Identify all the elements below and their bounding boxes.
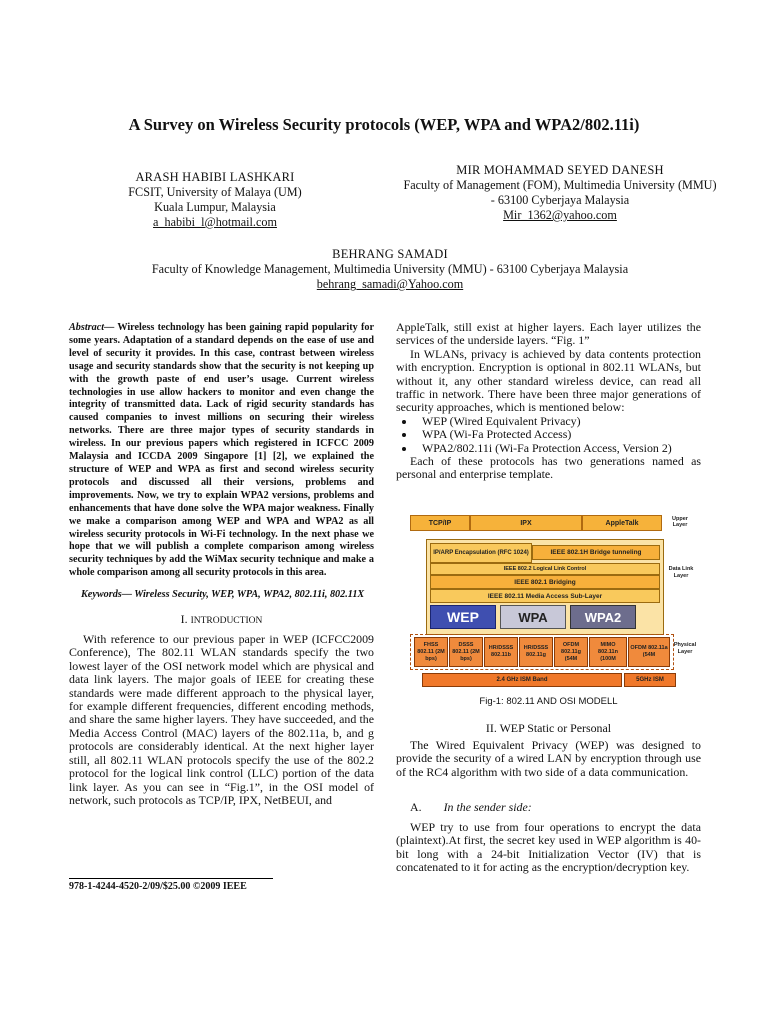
phy-ofdm-a: OFDM 802.11a (54M [628,637,670,667]
abstract-text: Wireless technology has been gaining rapid popularity for some years. Adaptation of a standard depends on the ease of use and level of security it provides. In this case, contrast between wireless usage and security standards show that the security is not keeping up with the growth paste of end user’s usage. Current wireless technologies in use allow hackers to monitor and even change the integrity of transmitted data. Lack of rigid security standards has caused companies to invest millions on securing their wireless networks. There are three major types of security standards in wireless. In our previous papers which registered in ICFCC 2009 Malaysia and ICCDA 2009 Singapore [1] [2], we explained the structure of WEP and WPA as first and second wireless security protocols and discussed all their versions, problems and improvements. Now, we try to explain WPA2 versions, problems and enhancements that have done solve the WPA major weakness. Finally we make a comparison among WEP and WPA and WPA2 as all wireless security protocols in Wi-Fi technology. In the next phase we hope that we will publish a complete comparison among wireless security techniques by add the WiMax security technique and make a whole comparison among all security protocols in this area. [69,322,374,579]
author-2-location: - 63100 Cyberjaya Malaysia [490,193,630,207]
layer-mac: IEEE 802.11 Media Access Sub-Layer [430,589,660,603]
label-upper-layer: Upper Layer [672,516,688,528]
author-2-email[interactable]: Mir_1362@yahoo.com [503,208,617,222]
phy-mimo-n: MIMO 802.11n (100M [589,637,627,667]
section-2-heading [396,721,701,736]
layer-tcpip: TCP/IP [410,515,470,531]
sec-wep: WEP [430,605,496,629]
author-3-email[interactable]: behrang_samadi@Yahoo.com [316,277,464,291]
security-generations-list [396,415,701,455]
author-3-name: BEHRANG SAMADI [332,247,448,261]
figure-caption: Fig-1: 802.11 AND OSI MODELL [479,696,618,707]
figure-osi-model [408,513,698,693]
phy-ofdm-g: OFDM 802.11g (54M [554,637,588,667]
section-1-paragraph: With reference to our previous paper in WEP (ICFCC2009 Conference), The 802.11 WLAN standards specify the two lowest layer of the OSI network model which are physical and data link layers. The major goals of IEEE for creating these standards were made different approach to the physical layer, for example different frequencies, different encoding methods, and share the same higher layers. They have succeeded, and the Media Access Control (MAC) layers of the 802.11a, b, and g protocols are considerably identical. At the next higher layer still, all 802.11 WLAN protocols specify the use of the 802.2 protocol for the logical link control (LLC) portion of the data link layer. As you can see in “Fig.1”, in the OSI model of network, such protocols as TCP/IP, IPX, NetBEUI, and [69,632,374,807]
footnote-rule [69,878,273,879]
phy-fhss: FHSS 802.11 (2M bps) [414,637,448,667]
subsection-a-title: In the sender side: [443,800,532,814]
label-data-link-layer: Data Link Layer [668,566,694,579]
copyright-note: 978-1-4244-4520-2/09/$25.00 ©2009 IEEE [69,881,247,892]
author-3 [60,247,720,292]
band-5ghz: 5GHz ISM [624,673,676,687]
label-physical-layer: Physical Layer [673,642,697,655]
subsection-a-number: A. [410,800,422,814]
list-item: • WPA (Wi-Fa Protected Access) [416,428,701,441]
keywords-text: Wireless Security, WEP, WPA, WPA2, 802.11i, 802.11X [131,589,365,601]
phy-dsss: DSSS 802.11 (2M bps) [449,637,483,667]
right-column [396,321,701,482]
author-2 [380,163,740,223]
sec-wpa2: WPA2 [570,605,636,629]
author-2-name: MIR MOHAMMAD SEYED DANESH [456,163,664,177]
left-column [69,322,374,807]
author-1-name: ARASH HABIBI LASHKARI [135,170,295,184]
right-paragraph-3: Each of these protocols has two generations named as personal and enterprise template. [396,454,701,482]
phy-hrdsss-b: HR/DSSS 802.11b [484,637,518,667]
list-item: • WPA2/802.11i (Wi-Fa Protection Access, Version 2) [416,442,701,455]
keywords [69,589,374,602]
band-24ghz: 2.4 GHz ISM Band [422,673,622,687]
section-2-number: II. [485,721,497,735]
abstract [69,322,374,580]
section-2-title: WEP Static or Personal [499,721,612,735]
layer-bridge-tunneling: IEEE 802.1H Bridge tunneling [532,545,660,560]
layer-llc: IEEE 802.2 Logical Link Control [430,563,660,575]
section-1-heading [69,612,374,627]
section-2-paragraph: The Wired Equivalent Privacy (WEP) was designed to provide the security of a wired LAN by encryption through use of the RC4 algorithm with two side of a data communication. [396,738,701,779]
author-3-affiliation: Faculty of Knowledge Management, Multimedia University (MMU) - 63100 Cyberjaya Malaysia [151,262,629,276]
right-paragraph-2: In WLANs, privacy is achieved by data contents protection with encryption. Encryption is optional in 802.11 WLANs, but without it, any other standard wireless device, can read all traffic in network. There have been three major generations of security approaches, which is mentioned below: [396,346,701,415]
list-item: • WEP (Wired Equivalent Privacy) [416,415,701,428]
keywords-label: Keywords— [81,589,132,601]
right-paragraph-1: AppleTalk, still exist at higher layers. Each layer utilizes the services of the underside layers. “Fig. 1” [396,320,701,348]
author-1-email[interactable]: a_habibi_l@hotmail.com [153,215,277,229]
subsection-a-paragraph: WEP try to use from four operations to encrypt the data (plaintext).At first, the secret key used in WEP algorithm is 40-bit long with a 24-bit Initialization Vector (IV) that is concatenated to it for acting as the encryption/decryption key. [396,820,701,875]
author-1-location: Kuala Lumpur, Malaysia [154,200,276,214]
paper-title: A Survey on Wireless Security protocols (WEP, WPA and WPA2/802.11i) [128,115,640,134]
phy-hrdsss-g: HR/DSSS 802.11g [519,637,553,667]
layer-ipx: IPX [470,515,582,531]
section-1-title: INTRODUCTION [190,616,263,627]
layer-ip-arp: IP/ARP Encapsulation (RFC 1024) [430,543,532,563]
section-1-number: I. [180,612,188,627]
author-1 [95,170,335,230]
sec-wpa: WPA [500,605,566,629]
layer-bridging: IEEE 802.1 Bridging [430,575,660,589]
abstract-label: Abstract— [69,322,115,333]
author-1-affiliation: FCSIT, University of Malaya (UM) [128,185,302,199]
subsection-a-heading [410,801,700,814]
layer-appletalk: AppleTalk [582,515,662,531]
author-2-affiliation: Faculty of Management (FOM), Multimedia University (MMU) [403,178,717,192]
